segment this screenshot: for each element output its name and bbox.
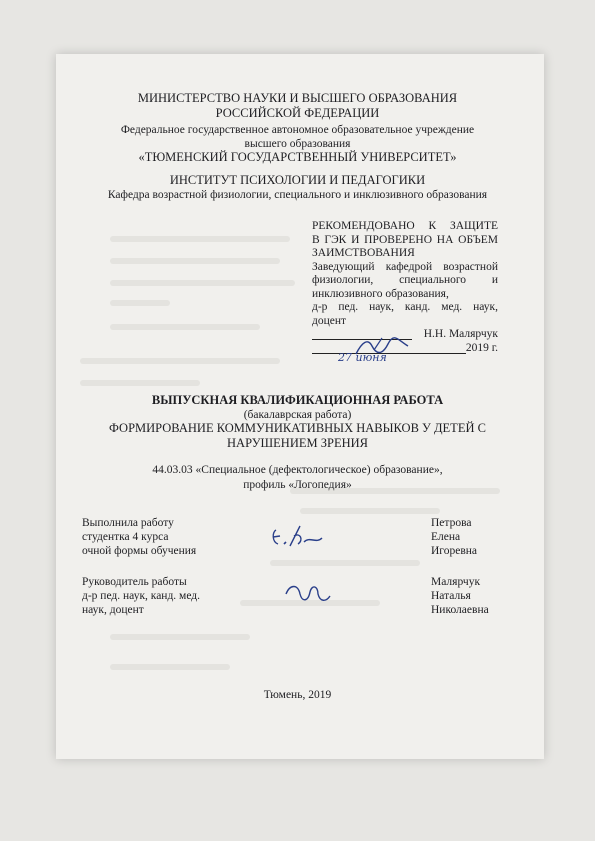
approval-head-line-3: инклюзивного образования, bbox=[312, 287, 449, 300]
supervisor-first-name: Наталья bbox=[431, 590, 471, 602]
profile: профиль «Логопедия» bbox=[243, 479, 352, 491]
student-label-3: очной формы обучения bbox=[82, 545, 197, 557]
supervisor-name bbox=[431, 575, 489, 617]
approval-line-2: В ГЭК И ПРОВЕРЕНО НА ОБЪЕМ bbox=[312, 233, 498, 246]
city-year: Тюмень, 2019 bbox=[263, 689, 332, 701]
student-patronymic: Игоревна bbox=[431, 545, 478, 557]
supervisor-patronymic: Николаевна bbox=[431, 604, 489, 616]
institution-line-2: высшего образования bbox=[244, 138, 351, 150]
supervisor-signature-scribble bbox=[282, 580, 334, 606]
approval-degree-line-1: д-р пед. наук, канд. мед. наук, bbox=[312, 301, 498, 313]
approval-line-3: ЗАИМСТВОВАНИЯ bbox=[312, 247, 415, 259]
supervisor-label-3: наук, доцент bbox=[82, 604, 144, 616]
approval-degree-line-2: доцент bbox=[312, 314, 347, 327]
supervisor-surname: Малярчук bbox=[431, 576, 481, 588]
approval-head-line-2: физиологии, специального и bbox=[312, 274, 498, 286]
student-surname: Петрова bbox=[431, 517, 472, 529]
student-signature-scribble bbox=[270, 522, 326, 552]
approval-signer: Н.Н. Малярчук bbox=[423, 328, 498, 340]
approval-line-1: РЕКОМЕНДОВАНО К ЗАЩИТЕ bbox=[312, 220, 498, 232]
handwritten-date: 27 июня bbox=[338, 351, 387, 364]
university-name: «ТЮМЕНСКИЙ ГОСУДАРСТВЕННЫЙ УНИВЕРСИТЕТ» bbox=[138, 150, 457, 164]
ministry-line-2: РОССИЙСКОЙ ФЕДЕРАЦИИ bbox=[215, 106, 380, 120]
department-name: Кафедра возрастной физиологии, специального и инклюзивного образования bbox=[107, 189, 488, 201]
student-label-1: Выполнила работу bbox=[82, 517, 174, 529]
student-name bbox=[431, 516, 477, 558]
institute-name: ИНСТИТУТ ПСИХОЛОГИИ И ПЕДАГОГИКИ bbox=[169, 173, 426, 187]
topic-line-1: ФОРМИРОВАНИЕ КОММУНИКАТИВНЫХ НАВЫКОВ У ДЕТЕЙ С bbox=[109, 421, 486, 435]
supervisor-label-2: д-р пед. наук, канд. мед. bbox=[82, 590, 201, 602]
topic-line-2: НАРУШЕНИЕМ ЗРЕНИЯ bbox=[227, 436, 368, 450]
supervisor-label-1: Руководитель работы bbox=[82, 576, 187, 588]
student-labels bbox=[82, 516, 196, 558]
supervisor-labels bbox=[82, 575, 200, 617]
approval-year: 2019 г. bbox=[465, 342, 498, 354]
ministry-line-1: МИНИСТЕРСТВО НАУКИ И ВЫСШЕГО ОБРАЗОВАНИЯ bbox=[137, 91, 458, 105]
specialty: 44.03.03 «Специальное (дефектологическое) образование», bbox=[152, 464, 443, 476]
institution-line-1: Федеральное государственное автономное образовательное учреждение bbox=[120, 124, 475, 136]
work-type: ВЫПУСКНАЯ КВАЛИФИКАЦИОННАЯ РАБОТА bbox=[151, 393, 444, 407]
student-label-2: студентка 4 курса bbox=[82, 531, 169, 543]
approval-head-line-1: Заведующий кафедрой возрастной bbox=[312, 260, 498, 273]
work-subtype: (бакалаврская работа) bbox=[243, 409, 352, 421]
student-first-name: Елена bbox=[431, 531, 461, 543]
